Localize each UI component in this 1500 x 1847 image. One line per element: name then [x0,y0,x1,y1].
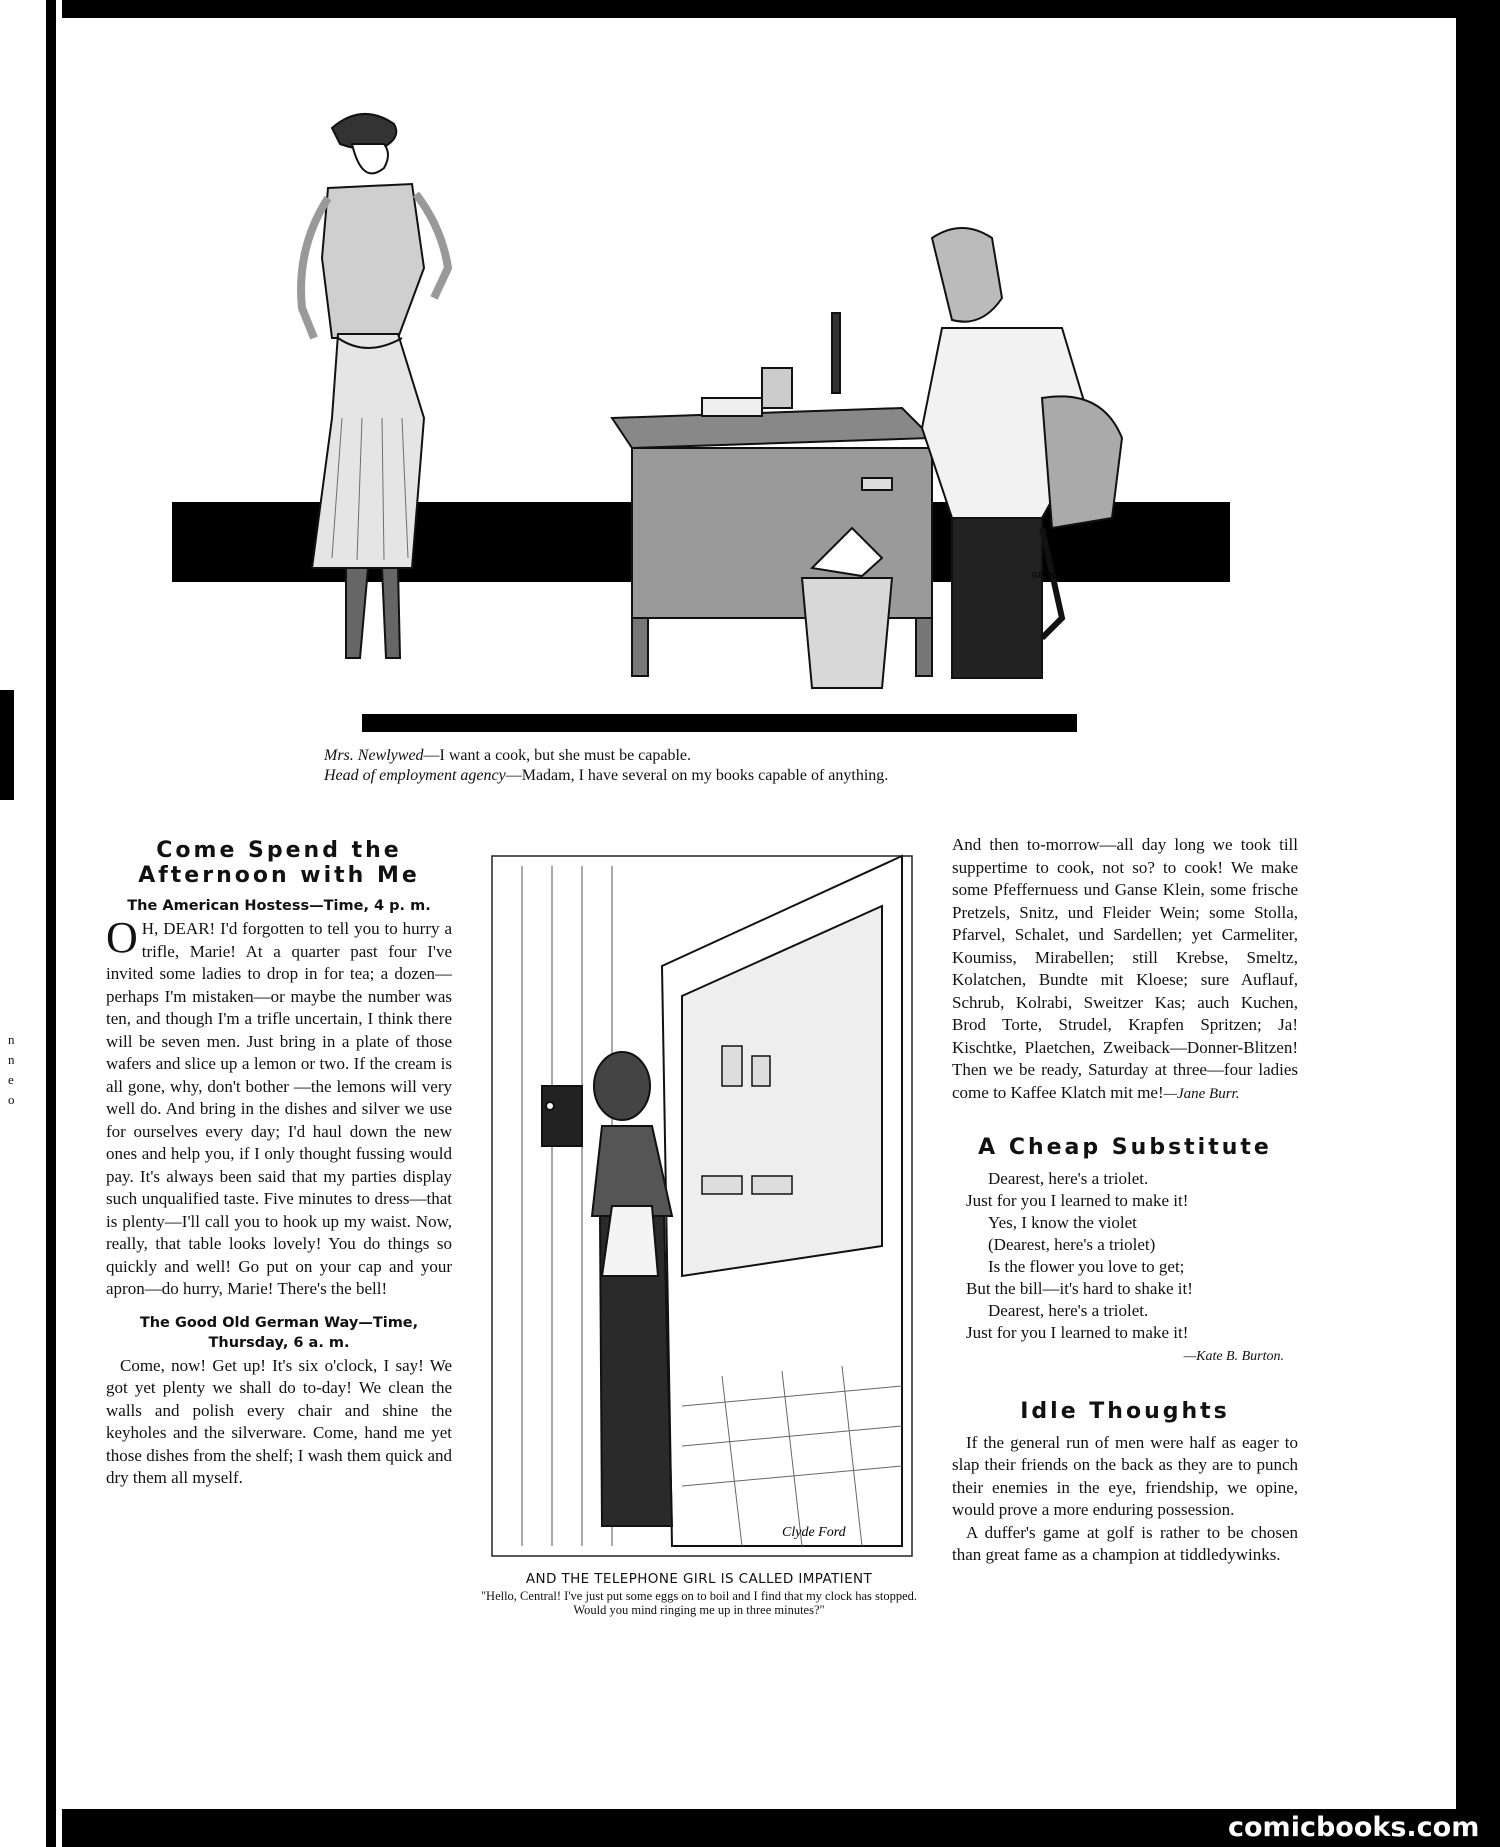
gutter-letters [8,1030,15,1110]
poem-line: Dearest, here's a triolet. [988,1169,1149,1188]
top-cartoon-illustration [162,98,1312,748]
gutter-letter: o [8,1092,15,1107]
article-column-left [106,838,452,1490]
article-column-right [952,834,1298,1567]
article-subheading-1: The American Hostess—Time, 4 p. m. [127,898,431,914]
idle-paragraph-1: If the general run of men were half as eager to slap their friends on the back as they are to punch their enemies in the eye, friendship, we opine, would prove a more enduring possession. [952,1432,1298,1519]
caption-title: AND THE TELEPHONE GIRL IS CALLED IMPATIENT [525,1571,873,1587]
paragraph-1-text: H, DEAR! I'd forgotten to tell you to hurry a trifle, Marie! At a quarter past four I've invited some ladies to drop in for tea; a dozen—perhaps I'm mistaken—or maybe the number was ten, and though I'm a trifle uncertain, I think there will be seven men. Just bring in a plate of those wafers and slice up a lemon or two. If the cream is all gone, why, don't bother —the lemons will very well do. And bring in the dishes and silver we use for ourselves every day; I'd haul down the new ones and help you, if I only thought fussing would pay. It's always been said that my parties display such unqualified taste. Five minutes to dress—that is plenty—I'll call you to hook up my waist. Now, really, that table looks lovely! You do things so quickly and well! Go put on your cap and your apron—do hurry, Marie! There's the bell! [106,919,452,1298]
poem-verse [952,1168,1298,1344]
caption-text-2: —Madam, I have several on my books capable of anything. [505,767,889,784]
gutter-letter: n [8,1052,15,1067]
caption-text: "Hello, Central! I've just put some eggs on to boil and I find that my clock has stopped. Would you mind ringing me up in three minutes?" [480,1589,918,1617]
gutter-notch [0,690,14,800]
gutter-letter: n [8,1032,15,1047]
drop-cap: O [106,913,138,962]
poem-line: (Dearest, here's a triolet) [988,1235,1156,1254]
poem-line: Just for you I learned to make it! [966,1191,1189,1210]
magazine-page [62,18,1456,1809]
article-title: Come Spend the Afternoon with Me [138,838,420,888]
paragraph-3-text: And then to-morrow—all day long we took till suppertime to cook, not so? to cook! We make some Pfeffernuess und Ganse Klein, some frische Pretzels, Snitz, und Fleider Wein; some Stolla, Pfarvel, Schalet, und Sardellen; yet Carmeliter, Koumiss, Mirabellen; still Krebse, Smeltz, Kolatchen, Bundte mit Kloese; sure Auflauf, Schrub, Kolrabi, Sweitzer Kas; auch Kuchen, Brod Torte, Strudel, Krapfen Spritzen; Ja! Kischtke, Plaetchen, Zweiback—Donner-Blitzen! Then we be ready, Saturday at three—four ladies come to Kaffee Klatch mit me! [952,835,1298,1102]
article-paragraph-3 [952,834,1298,1105]
poem-line: Dearest, here's a triolet. [988,1301,1149,1320]
telephone-cartoon-caption [474,1571,924,1617]
poem-signature: —Kate B. Burton. [1183,1349,1284,1364]
poem-line: Yes, I know the violet [988,1213,1137,1232]
author-signature: —Jane Burr. [1163,1085,1240,1102]
artist-signature: Clyde Ford [782,1525,846,1540]
idle-thoughts-title: Idle Thoughts [1020,1398,1230,1424]
article-paragraph-1 [106,913,452,1301]
poem-line: But the bill—it's hard to shake it! [966,1279,1193,1298]
artist-signature: GERHARD NEUWAGEN [1032,571,1122,580]
idle-paragraph-2: A duffer's game at golf is rather to be chosen than great fame as a champion at tiddledywinks. [952,1522,1298,1564]
poem-line: Is the flower you love to get; [988,1257,1185,1276]
top-cartoon-caption [324,746,888,786]
gutter-letter: e [8,1072,14,1087]
caption-speaker-2: Head of employment agency [324,767,506,784]
site-watermark: comicbooks.com [1228,1812,1480,1843]
gutter-edge [46,0,56,1847]
black-underline [362,714,1077,732]
caption-line-2 [324,766,888,786]
caption-speaker-1: Mrs. Newlywed [324,747,424,764]
article-paragraph-2: Come, now! Get up! It's six o'clock, I say! We got yet plenty we shall do to-day! We clean the walls and polish every chair and shine the keyholes and the silverware. Come, hand me yet those dishes from the shelf; I wash them quick and dry them all myself. [106,1355,452,1487]
caption-line-1 [324,746,888,766]
telephone-girl-illustration [482,846,922,1566]
caption-text-1: —I want a cook, but she must be capable. [423,747,692,764]
poem-title: A Cheap Substitute [978,1135,1272,1160]
wall-telephone [542,1086,582,1146]
article-subheading-2: The Good Old German Way—Time, Thursday, 6 a. m. [139,1314,419,1351]
agency-man-figure [922,228,1122,678]
poem-line: Just for you I learned to make it! [966,1323,1189,1342]
